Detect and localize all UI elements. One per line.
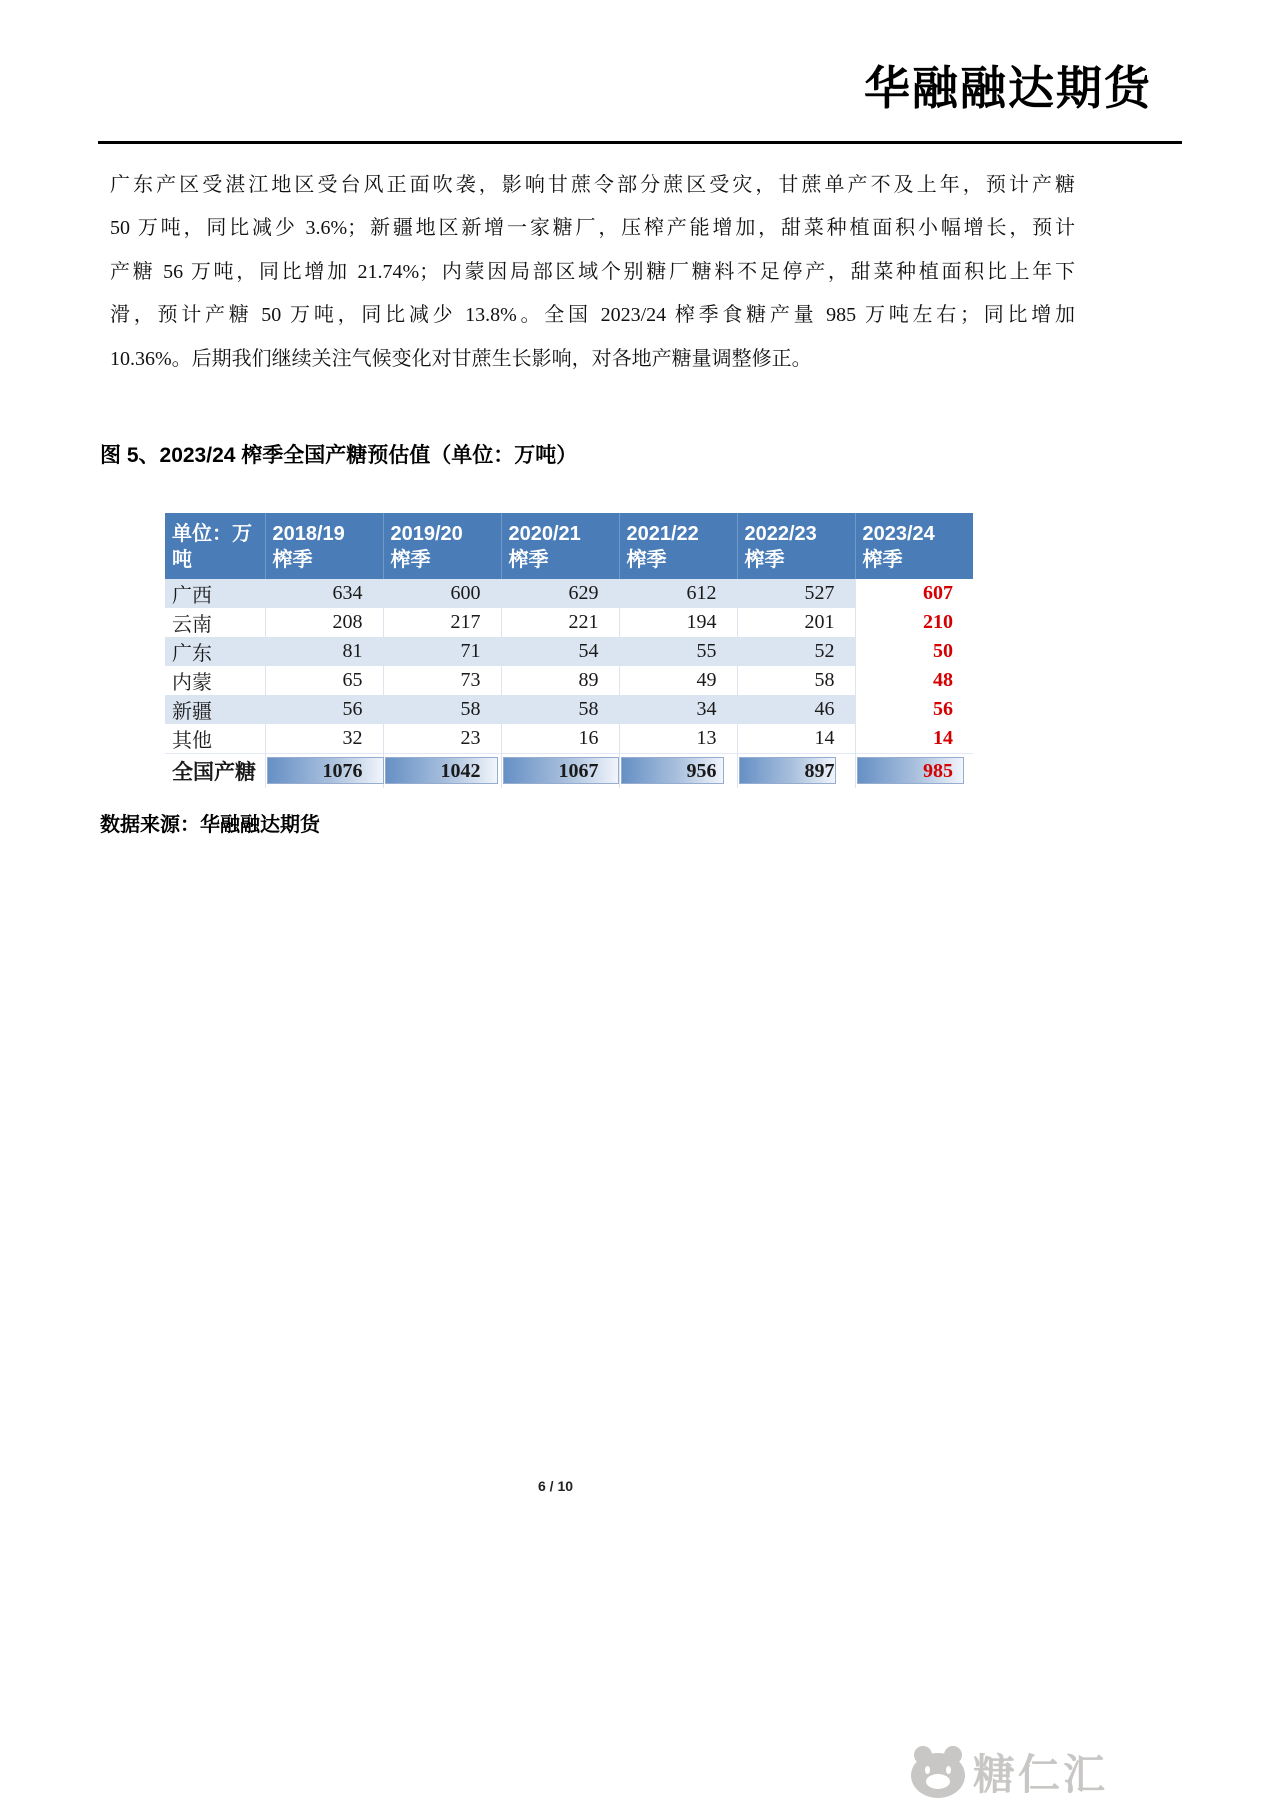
value-cell: 65 bbox=[265, 666, 383, 695]
value-cell: 46 bbox=[737, 695, 855, 724]
value-cell: 58 bbox=[501, 695, 619, 724]
watermark bbox=[911, 1742, 1108, 1802]
paragraph-line: 10.36%。后期我们继续关注气候变化对甘蔗生长影响，对各地产糖量调整修正。 bbox=[110, 347, 812, 370]
value-cell: 634 bbox=[265, 579, 383, 608]
paragraph-line: 50 万吨，同比减少 3.6%；新疆地区新增一家糖厂，压榨产能增加，甜菜种植面积小幅增长，预计 bbox=[110, 217, 1075, 240]
value-cell: 48 bbox=[855, 666, 973, 695]
watermark-label: 糖仁汇 bbox=[972, 1751, 1108, 1798]
value-cell: 210 bbox=[855, 608, 973, 637]
company-logo-title: 华融融达期货 bbox=[864, 63, 1152, 114]
value-cell: 612 bbox=[619, 579, 737, 608]
table-column-header: 2018/19 榨季 bbox=[265, 513, 383, 579]
value-cell: 221 bbox=[501, 608, 619, 637]
value-cell: 71 bbox=[383, 637, 501, 666]
row-label: 新疆 bbox=[165, 695, 265, 724]
figure-caption: 图 5、2023/24 榨季全国产糖预估值（单位：万吨） bbox=[100, 444, 578, 468]
paragraph-line: 广东产区受湛江地区受台风正面吹袭，影响甘蔗令部分蔗区受灾，甘蔗单产不及上年，预计产糖 bbox=[110, 173, 1075, 196]
paragraph-line: 产糖 56 万吨，同比增加 21.74%；内蒙因局部区域个别糖厂糖料不足停产，甜菜种植面积比上年下 bbox=[110, 260, 1075, 283]
value-cell: 52 bbox=[737, 637, 855, 666]
value-cell: 55 bbox=[619, 637, 737, 666]
bear-icon bbox=[911, 1746, 965, 1798]
value-cell: 49 bbox=[619, 666, 737, 695]
table-row bbox=[165, 754, 973, 789]
table-row bbox=[165, 579, 973, 608]
table-column-header: 2019/20 榨季 bbox=[383, 513, 501, 579]
table-column-header: 2023/24 榨季 bbox=[855, 513, 973, 579]
value-cell: 56 bbox=[855, 695, 973, 724]
total-cell: 1076 bbox=[265, 754, 383, 789]
row-label: 广西 bbox=[165, 579, 265, 608]
paragraph-line: 滑，预计产糖 50 万吨，同比减少 13.8%。全国 2023/24 榨季食糖产量 985 万吨左右；同比增加 bbox=[110, 304, 1075, 327]
value-cell: 600 bbox=[383, 579, 501, 608]
total-cell: 985 bbox=[855, 754, 973, 789]
value-cell: 14 bbox=[855, 724, 973, 754]
value-cell: 607 bbox=[855, 579, 973, 608]
value-cell: 32 bbox=[265, 724, 383, 754]
table-column-header: 单位：万 吨 bbox=[165, 513, 265, 579]
table-row bbox=[165, 724, 973, 754]
table-row bbox=[165, 637, 973, 666]
header-divider bbox=[98, 141, 1182, 144]
value-cell: 54 bbox=[501, 637, 619, 666]
row-label: 其他 bbox=[165, 724, 265, 754]
value-cell: 16 bbox=[501, 724, 619, 754]
value-cell: 217 bbox=[383, 608, 501, 637]
value-cell: 81 bbox=[265, 637, 383, 666]
value-cell: 56 bbox=[265, 695, 383, 724]
table-row bbox=[165, 666, 973, 695]
table-column-header: 2021/22 榨季 bbox=[619, 513, 737, 579]
sugar-production-table bbox=[165, 513, 973, 788]
data-source: 数据来源：华融融达期货 bbox=[100, 814, 320, 837]
table-column-header: 2020/21 榨季 bbox=[501, 513, 619, 579]
value-cell: 194 bbox=[619, 608, 737, 637]
total-cell: 1067 bbox=[501, 754, 619, 789]
total-cell: 956 bbox=[619, 754, 737, 789]
total-cell: 897 bbox=[737, 754, 855, 789]
value-cell: 23 bbox=[383, 724, 501, 754]
value-cell: 629 bbox=[501, 579, 619, 608]
value-cell: 73 bbox=[383, 666, 501, 695]
row-label: 内蒙 bbox=[165, 666, 265, 695]
value-cell: 50 bbox=[855, 637, 973, 666]
value-cell: 58 bbox=[737, 666, 855, 695]
value-cell: 58 bbox=[383, 695, 501, 724]
row-label: 云南 bbox=[165, 608, 265, 637]
row-label: 全国产糖 bbox=[165, 754, 265, 789]
row-label: 广东 bbox=[165, 637, 265, 666]
value-cell: 201 bbox=[737, 608, 855, 637]
table-container bbox=[165, 513, 1280, 788]
value-cell: 14 bbox=[737, 724, 855, 754]
page-number: 6 / 10 bbox=[538, 1478, 574, 1494]
total-cell: 1042 bbox=[383, 754, 501, 789]
table-column-header: 2022/23 榨季 bbox=[737, 513, 855, 579]
table-row bbox=[165, 608, 973, 637]
value-cell: 13 bbox=[619, 724, 737, 754]
body-paragraph bbox=[110, 164, 1075, 382]
value-cell: 208 bbox=[265, 608, 383, 637]
value-cell: 527 bbox=[737, 579, 855, 608]
table-row bbox=[165, 695, 973, 724]
value-cell: 34 bbox=[619, 695, 737, 724]
value-cell: 89 bbox=[501, 666, 619, 695]
